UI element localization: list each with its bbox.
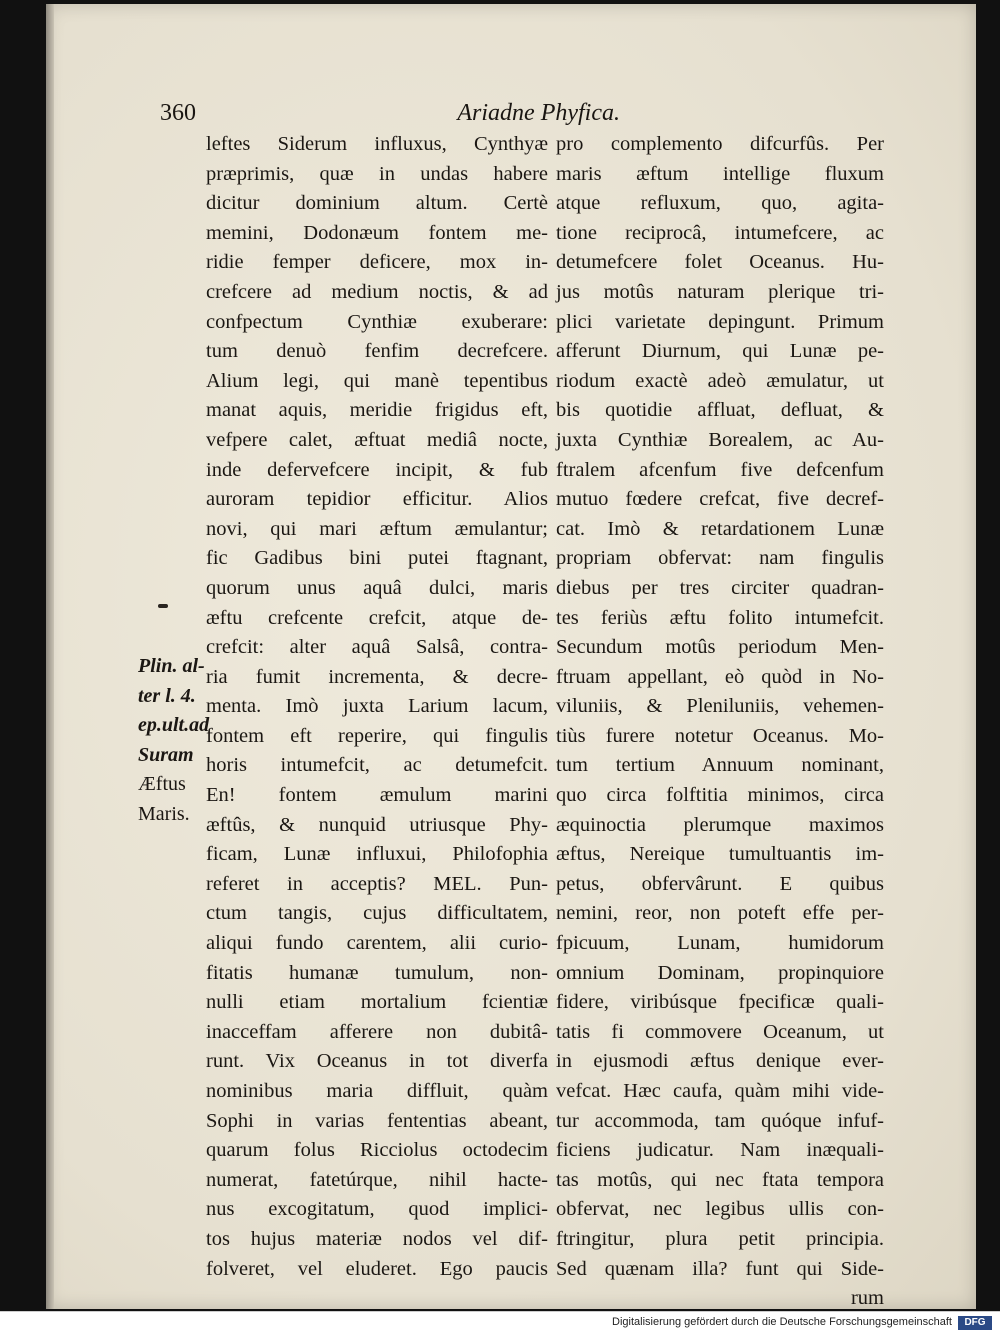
running-title: Ariadne Phyfica. — [457, 100, 620, 126]
text-line: vefpere calet, æftuat mediâ nocte, — [206, 428, 548, 451]
right-text-column — [556, 130, 884, 1314]
text-line: referet in acceptis? MEL. Pun- — [206, 872, 548, 895]
text-line: crefcere ad medium noctis, & ad — [206, 280, 548, 303]
text-line: confpectum Cynthiæ exuberare: — [206, 310, 548, 333]
text-line: ftralem afcenfum five defcenfum — [556, 458, 884, 481]
text-line: jus motûs naturam plerique tri- — [556, 280, 884, 303]
text-line: nemini, reor, non poteft effe per- — [556, 902, 884, 925]
text-line: tur accommoda, tam quóque infuf- — [556, 1109, 884, 1132]
text-line: tum tertium Annuum nominant, — [556, 754, 884, 777]
page-header — [160, 100, 620, 132]
catchword: rum — [850, 1287, 884, 1310]
text-line: Secundum motûs periodum Men- — [556, 636, 884, 659]
text-line: folveret, vel eluderet. Ego paucis — [206, 1257, 548, 1280]
text-line: omnium Dominam, propinquiore — [556, 961, 884, 984]
text-line: menta. Imò juxta Larium lacum, — [206, 695, 548, 718]
text-line: dicitur dominium altum. Certè — [206, 192, 548, 215]
page-spine-edge — [46, 4, 54, 1309]
text-line: detumefcere folet Oceanus. Hu- — [556, 251, 884, 274]
page-number: 360 — [160, 100, 196, 126]
text-line: fontem eft reperire, qui fingulis — [206, 724, 548, 747]
text-line: maris æftum intellige fluxum — [556, 162, 884, 185]
text-line: fidere, viribúsque fpecificæ quali- — [556, 991, 884, 1014]
text-line: plici varietate depingunt. Primum — [556, 310, 884, 333]
margin-note-line: Plin. al- — [138, 655, 205, 677]
dfg-logo: DFG — [958, 1316, 992, 1330]
text-line: tione reciprocâ, intumefcere, ac — [556, 221, 884, 244]
text-line: ficiens judicatur. Nam inæquali- — [556, 1139, 884, 1162]
text-line: tatis fi commovere Oceanum, ut — [556, 1020, 884, 1043]
text-line: horis intumefcit, ac detumefcit. — [206, 754, 548, 777]
text-line: atque refluxum, quo, agita- — [556, 192, 884, 215]
text-line: tos hujus materiæ nodos vel dif- — [206, 1227, 548, 1250]
text-line: præprimis, quæ in undas habere — [206, 162, 548, 185]
text-line: nominibus maria diffluit, quàm — [206, 1080, 548, 1102]
text-line: diebus per tres circiter quadran- — [556, 576, 884, 599]
text-line: Sophi in varias fententias abeant, — [206, 1109, 548, 1132]
text-line: æquinoctia plerumque maximos — [556, 813, 884, 836]
text-line: auroram tepidior efficitur. Alios — [206, 488, 548, 511]
text-line: aliqui fundo carentem, alii curio- — [206, 932, 548, 955]
text-line: nus excogitatum, quod implici- — [206, 1198, 548, 1221]
text-line: quo circa folftitia minimos, circa — [556, 784, 884, 807]
left-text-column — [206, 130, 548, 1284]
text-line: fitatis humanæ tumulum, non- — [206, 961, 548, 984]
text-line: ftringitur, plura petit principia. — [556, 1227, 884, 1250]
text-line: ftruam appellant, eò quòd in No- — [556, 665, 884, 688]
text-line: crefcit: alter aquâ Salsâ, contra- — [206, 636, 548, 659]
text-line: En! fontem æmulum marini — [206, 784, 548, 807]
text-line: petus, obfervârunt. E quibus — [556, 872, 884, 895]
text-line: fic Gadibus bini putei ftagnant, — [206, 547, 548, 570]
text-line: æftus, Nereique tumultuantis im- — [556, 843, 884, 866]
text-line: cat. Imò & retardationem Lunæ — [556, 517, 884, 540]
text-line: Sed quænam illa? funt qui Side- — [556, 1257, 884, 1280]
margin-mark — [158, 604, 168, 608]
text-line: inacceffam afferere non dubitâ- — [206, 1020, 548, 1043]
text-line: Alium legi, qui manè tepentibus — [206, 369, 548, 392]
text-line: numerat, fatetúrque, nihil hacte- — [206, 1168, 548, 1191]
margin-note-line: Maris. — [138, 802, 190, 825]
text-line: mutuo fœdere crefcat, five decref- — [556, 488, 884, 511]
text-line: inde defervefcere incipit, & fub — [206, 458, 548, 481]
text-line: manat aquis, meridie frigidus eft, — [206, 399, 548, 422]
text-line: juxta Cynthiæ Borealem, ac Au- — [556, 428, 884, 451]
text-line: tas motûs, qui nec ftata tempora — [556, 1168, 884, 1191]
text-line: leftes Siderum influxus, Cynthyæ — [206, 133, 548, 155]
margin-note-line: ep.ult.ad — [138, 714, 210, 736]
text-line: bis quotidie affluat, defluat, & — [556, 399, 884, 422]
text-line: quarum folus Ricciolus octodecim — [206, 1139, 548, 1162]
margin-note-line: Æftus — [138, 773, 186, 795]
text-line: ficam, Lunæ influxui, Philofophia — [206, 843, 548, 866]
text-line: tiùs furere notetur Oceanus. Mo- — [556, 724, 884, 747]
text-line: afferunt Diurnum, qui Lunæ pe- — [556, 340, 884, 363]
text-line: novi, qui mari æftum æmulantur; — [206, 517, 548, 540]
digitization-footer — [0, 1311, 1000, 1335]
text-line: obfervat, nec legibus ullis con- — [556, 1198, 884, 1221]
margin-note — [138, 652, 209, 829]
text-line: propriam obfervat: nam fingulis — [556, 547, 884, 570]
text-line: in ejusmodi æftus denique ever- — [556, 1050, 884, 1073]
text-line: ridie femper deficere, mox in- — [206, 251, 548, 274]
text-line: fpicuum, Lunam, humidorum — [556, 932, 884, 955]
text-line: vefcat. Hæc caufa, quàm mihi vide- — [556, 1080, 884, 1102]
text-line: runt. Vix Oceanus in tot diverfa — [206, 1050, 548, 1073]
margin-note-line: Suram — [138, 743, 194, 766]
text-line: ria fumit incrementa, & decre- — [206, 665, 548, 688]
margin-note-line: ter l. 4. — [138, 684, 196, 707]
text-line: ctum tangis, cujus difficultatem, — [206, 902, 548, 925]
text-line: tes feriùs æftu folito intumefcit. — [556, 606, 884, 629]
text-line: æftu crefcente crefcit, atque de- — [206, 606, 548, 629]
text-line: tum denuò fenfim decrefcere. — [206, 340, 548, 363]
text-line: memini, Dodonæum fontem me- — [206, 221, 548, 244]
text-line: riodum exactè adeò æmulatur, ut — [556, 369, 884, 392]
text-line: æftûs, & nunquid utriusque Phy- — [206, 813, 548, 836]
funding-credit: Digitalisierung gefördert durch die Deutsche Forschungsgemeinschaft — [612, 1316, 952, 1328]
text-line: pro complemento difcurfûs. Per — [556, 133, 884, 155]
text-line: viluniis, & Pleniluniis, vehemen- — [556, 695, 884, 718]
text-line: nulli etiam mortalium fcientiæ — [206, 991, 548, 1014]
text-line: quorum unus aquâ dulci, maris — [206, 576, 548, 599]
